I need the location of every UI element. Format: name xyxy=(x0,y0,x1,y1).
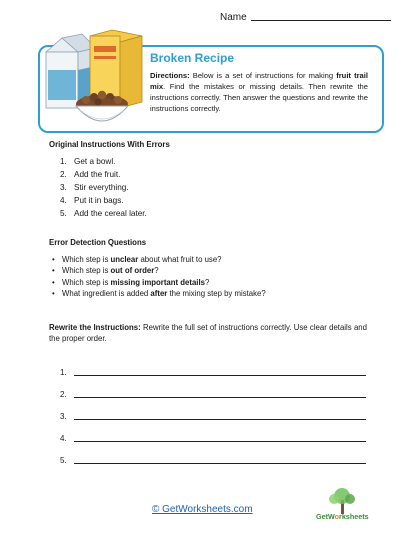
question-text: the mixing step by mistake? xyxy=(167,289,266,299)
directions-bold: fruit trail mix xyxy=(150,71,368,91)
step-text: Stir everything. xyxy=(74,183,129,192)
question-item xyxy=(52,288,266,299)
question-text: What ingredient is added xyxy=(62,289,151,299)
step-number: 5. xyxy=(60,209,67,218)
answer-rule[interactable] xyxy=(74,419,366,420)
step-text: Add the fruit. xyxy=(74,170,121,179)
answer-line[interactable] xyxy=(60,456,370,465)
original-instructions-title: Original Instructions With Errors xyxy=(49,140,170,149)
step-item xyxy=(60,181,147,194)
step-number: 4. xyxy=(60,196,67,205)
question-item xyxy=(52,254,266,265)
answer-number: 4. xyxy=(60,434,67,443)
question-item xyxy=(52,277,266,288)
error-questions-title: Error Detection Questions xyxy=(49,238,147,247)
original-steps-list xyxy=(60,155,147,220)
answer-line[interactable] xyxy=(60,412,370,421)
name-label: Name xyxy=(220,12,247,23)
answer-line[interactable] xyxy=(60,390,370,399)
directions-part: . Find the mistakes or missing details. Then rewrite the instructions correctly. Then answer the questions and rewrite the instructions correctly. xyxy=(150,82,368,113)
question-text: ? xyxy=(154,266,159,276)
step-text: Add the cereal later. xyxy=(74,209,147,218)
question-item xyxy=(52,265,266,276)
answer-number: 1. xyxy=(60,368,67,377)
answer-line[interactable] xyxy=(60,434,370,443)
question-bold: out of order xyxy=(110,266,155,276)
bullet-icon: • xyxy=(52,266,55,276)
question-text: Which step is xyxy=(62,255,111,264)
directions-label: Directions: xyxy=(150,71,190,80)
question-bold: after xyxy=(150,289,168,299)
answer-number: 3. xyxy=(60,412,67,421)
answer-number: 5. xyxy=(60,456,67,465)
answer-rule[interactable] xyxy=(74,463,366,464)
step-text: Put it in bags. xyxy=(74,196,124,205)
answer-number: 2. xyxy=(60,390,67,399)
worksheet-title: Broken Recipe xyxy=(150,51,235,65)
directions-part: Below is a set of instructions for making xyxy=(189,71,337,80)
cereal-milk-illustration xyxy=(40,24,150,136)
rewrite-instructions xyxy=(49,322,367,345)
step-item xyxy=(60,207,147,220)
answer-rule[interactable] xyxy=(74,375,366,376)
step-item xyxy=(60,168,147,181)
rewrite-label: Rewrite the Instructions: xyxy=(49,323,141,332)
bullet-icon: • xyxy=(52,289,55,299)
logo-part: rksheets xyxy=(339,512,369,521)
step-item xyxy=(60,194,147,207)
step-item xyxy=(60,155,147,168)
answer-rule[interactable] xyxy=(74,397,366,398)
question-text: ? xyxy=(204,277,210,287)
error-questions-list xyxy=(52,254,266,300)
brand-logo-text xyxy=(316,512,369,521)
question-text: about what fruit to use? xyxy=(138,255,222,264)
bullet-icon: • xyxy=(52,255,55,264)
question-bold: missing important details xyxy=(110,277,205,287)
step-text: Get a bowl. xyxy=(74,157,116,166)
answer-line[interactable] xyxy=(60,368,370,377)
directions-text xyxy=(150,70,368,114)
bullet-icon: • xyxy=(52,277,55,287)
logo-part: o xyxy=(334,512,340,521)
name-field[interactable] xyxy=(220,12,391,23)
step-number: 2. xyxy=(60,170,67,179)
answer-rule[interactable] xyxy=(74,441,366,442)
rewrite-text: Rewrite the full set of instructions correctly. Use clear details and the proper order. xyxy=(49,323,367,344)
step-number: 3. xyxy=(60,183,67,192)
name-line[interactable] xyxy=(251,20,391,21)
question-text: Which step is xyxy=(62,266,111,276)
logo-part: GetW xyxy=(316,512,335,521)
question-bold: unclear xyxy=(110,255,139,264)
question-text: Which step is xyxy=(62,277,111,287)
step-number: 1. xyxy=(60,157,67,166)
copyright-link[interactable]: © GetWorksheets.com xyxy=(152,504,253,515)
